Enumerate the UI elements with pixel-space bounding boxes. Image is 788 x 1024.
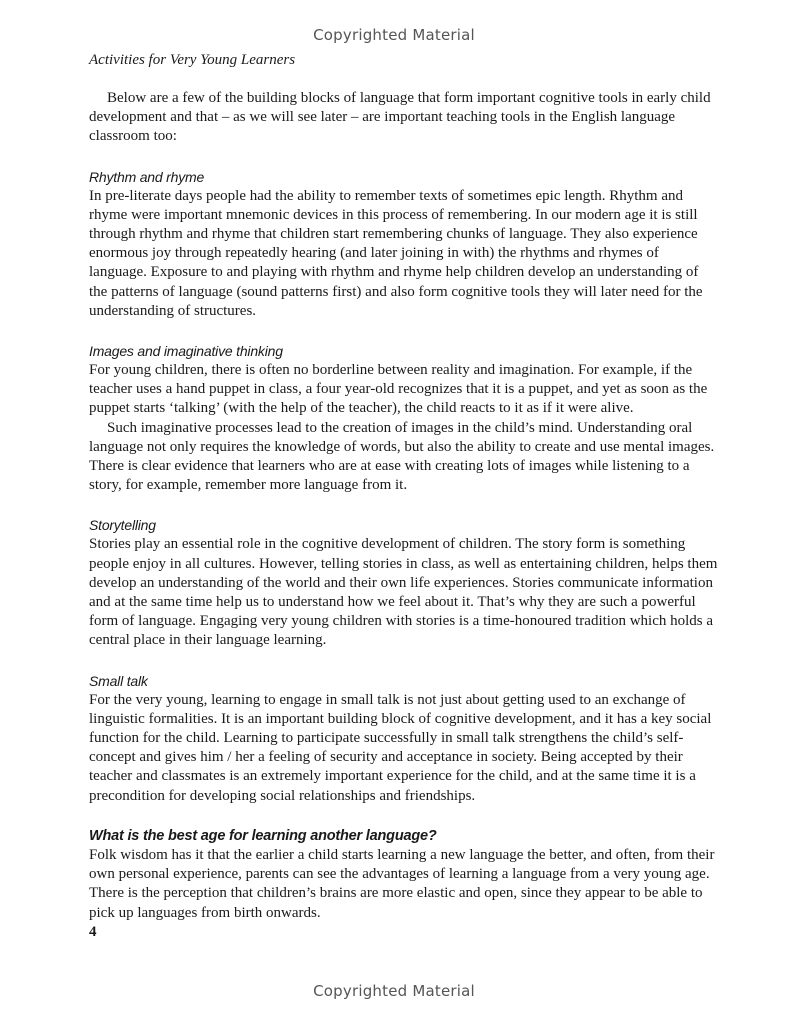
question-paragraph: Folk wisdom has it that the earlier a child starts learning a new language the better, and often, from their own personal experience, parents can see the advantages of learning a language from a very young age. There is the perception that children’s brains are more elastic and open, since they appear to be able to pick up languages from birth onwards. xyxy=(89,846,715,921)
copyright-watermark-bottom: Copyrighted Material xyxy=(313,982,475,1000)
section-small-talk xyxy=(89,672,719,806)
section-paragraph: For the very young, learning to engage in small talk is not just about getting used to an exchange of linguistic formalities. It is an important building block of cognitive development, and it has a key social function for the child. Learning to participate successfully in small talk strengthens the child’s self-concept and gives him / her a feeling of security and acceptance in society. Being accepted by their teacher and classmates is an extremely important experience for the child, and at the same time it is a precondition for developing social relationships and friendships. xyxy=(89,691,712,804)
section-rhythm-and-rhyme xyxy=(89,168,719,321)
section-heading: Storytelling xyxy=(89,517,156,534)
section-paragraph: Stories play an essential role in the cognitive development of children. The story form is something people enjoy in all cultures. However, telling stories in class, as well as entertaining children, helps them develop an understanding of the world and their own life experiences. Stories communicate information and at the same time help us to understand how we feel about it. That’s why they are such a powerful form of language. Engaging very young children with stories is a time-honoured tradition which holds a central place in their language learning. xyxy=(89,536,718,649)
section-heading: Rhythm and rhyme xyxy=(89,168,205,185)
intro-paragraph: Below are a few of the building blocks of language that form important cognitive tools in early child development and that – as we will see later – are important teaching tools in the English language classroom too: xyxy=(89,90,711,145)
section-paragraph: In pre-literate days people had the ability to remember texts of sometimes epic length. Rhythm and rhyme were important mnemonic devices in this process of remembering. In our modern age it is still through rhythm and rhyme that children start remembering chunks of language. They also experience enormous joy through repeatedly hearing (and later joining in with) the rhythms and rhymes of language. Exposure to and playing with rhythm and rhyme help children develop an understanding of the patterns of language (sound patterns first) and also form cognitive tools they will later need for the understanding of structures. xyxy=(89,187,703,319)
page-body xyxy=(89,50,719,923)
section-storytelling xyxy=(89,516,719,650)
running-head: Activities for Very Young Learners xyxy=(89,52,296,68)
section-paragraph: Such imaginative processes lead to the creation of images in the child’s mind. Understanding oral language not only requires the knowledge of words, but also the ability to create and use mental images. There is clear evidence that learners who are at ease with creating lots of images while listening to a story, for example, remember more language from it. xyxy=(89,419,715,494)
section-images-imaginative-thinking xyxy=(89,342,719,495)
page-number: 4 xyxy=(89,924,97,940)
section-best-age-question xyxy=(89,827,719,923)
question-heading: What is the best age for learning another language? xyxy=(89,827,437,844)
section-heading: Images and imaginative thinking xyxy=(89,343,283,360)
copyright-watermark-top: Copyrighted Material xyxy=(313,26,475,44)
section-paragraph: For young children, there is often no borderline between reality and imagination. For example, if the teacher uses a hand puppet in class, a four year-old recognizes that it is a puppet, and yet as soon as the puppet starts ‘talking’ (with the help of the teacher), the child reacts to it as if it were alive. xyxy=(89,362,708,417)
section-heading: Small talk xyxy=(89,672,148,689)
